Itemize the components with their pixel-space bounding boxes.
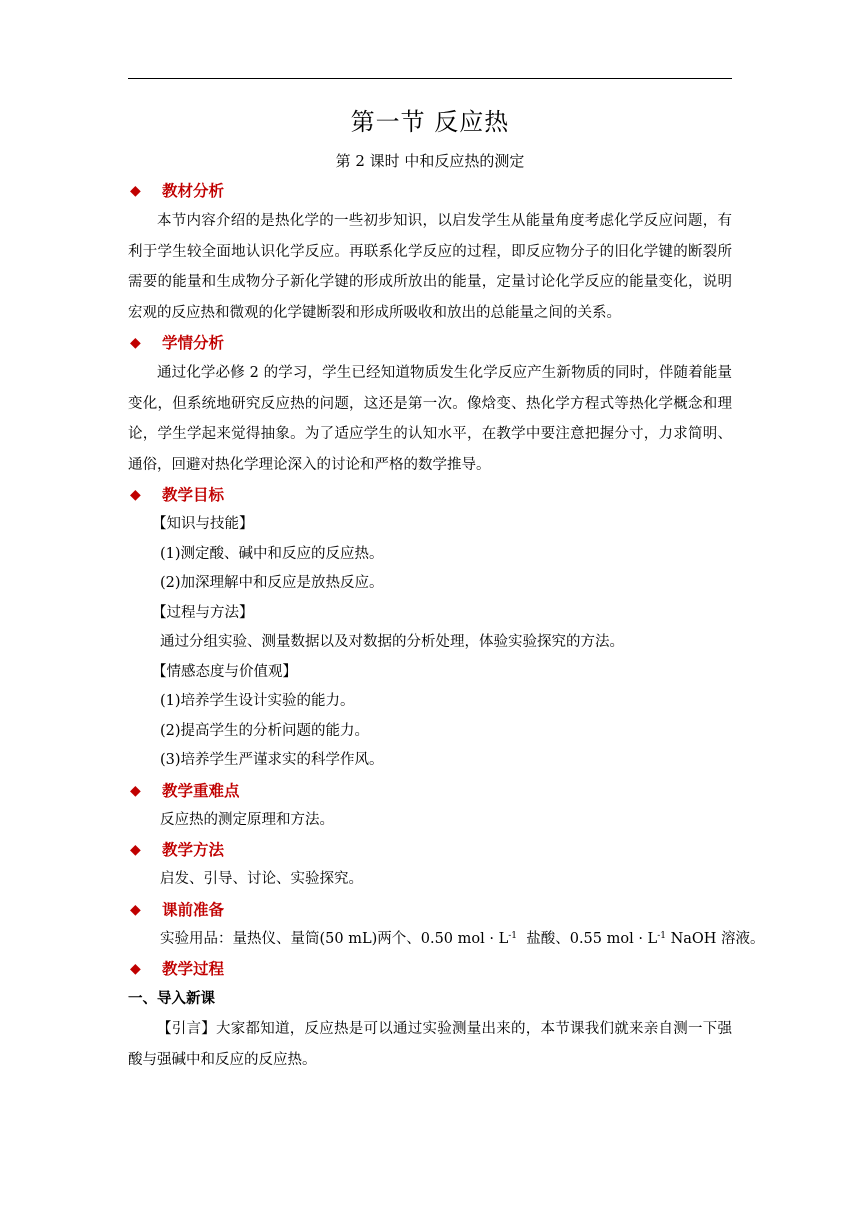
materials-text-a: 实验用品：量热仪、量筒(50 mL)两个、0.50 mol · L [160,930,509,947]
diamond-bullet-icon: ◆ [130,901,141,918]
diamond-bullet-icon: ◆ [130,782,141,799]
diamond-bullet-icon: ◆ [130,183,141,199]
knowledge-skills-label: 【知识与技能】 [152,516,254,532]
diamond-bullet-icon: ◆ [130,961,141,977]
section-heading-key-points [128,776,732,806]
section-heading-teaching-methods [128,835,732,865]
preparation-materials [128,925,765,955]
document-body [128,100,765,1075]
process-method-label: 【过程与方法】 [152,604,254,621]
diamond-bullet-icon: ◆ [130,487,141,503]
materials-text-b: 盐酸、0.55 mol · L [517,930,658,947]
teaching-methods-text: 启发、引导、讨论、实验探究。 [160,871,363,887]
textbook-analysis-paragraph: 本节内容介绍的是热化学的一些初步知识，以启发学生从能量角度考虑化学反应问题，有利于学生较全面地认识化学反应。再联系化学反应的过程，即反应物分子的旧化学键的断裂所需要的能量和生成物分子新化学键的形成所放出的能量，定量讨论化学反应的能量变化，说明宏观的反应热和微观的化学键断裂和形成所吸收和放出的总能量之间的关系。 [128,213,732,321]
introduction-paragraph: 【引言】大家都知道，反应热是可以通过实验测量出来的，本节课我们就来亲自测一下强酸与强碱中和反应的反应热。 [128,1021,732,1068]
header-rule [128,78,732,79]
section-heading-label: 教学方法 [162,841,225,859]
knowledge-goal-2: (2)加深理解中和反应是放热反应。 [160,575,384,591]
process-goal-1: 通过分组实验、测量数据以及对数据的分析处理，体验实验探究的方法。 [160,634,624,650]
attitude-goal-3: (3)培养学生严谨求实的科学作风。 [160,752,384,768]
section-heading-label: 课前准备 [162,900,225,919]
unit-exponent-b: -1 [657,930,666,941]
section-heading-label: 学情分析 [162,334,225,352]
sub-heading-introduction: 一、导入新课 [128,991,215,1007]
unit-exponent-a: -1 [508,930,517,941]
attitude-goal-1: (1)培养学生设计实验的能力。 [160,693,355,709]
section-heading-label: 教学过程 [162,960,225,978]
page-title: 第一节 反应热 [350,108,510,136]
section-heading-student-analysis [128,328,732,358]
section-heading-preparation [128,895,732,925]
page-subtitle: 第 2 课时 中和反应热的测定 [335,152,525,170]
materials-text-c: NaOH 溶液。 [665,930,765,947]
section-heading-teaching-goals [128,480,732,510]
attitude-goal-2: (2)提高学生的分析问题的能力。 [160,722,370,739]
key-points-text: 反应热的测定原理和方法。 [160,811,334,828]
diamond-bullet-icon: ◆ [130,335,141,351]
attitude-values-label: 【情感态度与价值观】 [152,663,297,680]
diamond-bullet-icon: ◆ [130,842,141,858]
section-heading-label: 教学目标 [162,486,225,504]
section-heading-textbook-analysis [128,176,732,206]
knowledge-goal-1: (1)测定酸、碱中和反应的反应热。 [160,545,384,562]
section-heading-label: 教学重难点 [162,781,240,800]
student-analysis-paragraph: 通过化学必修 2 的学习，学生已经知道物质发生化学反应产生新物质的同时，伴随着能量变化，但系统地研究反应热的问题，这还是第一次。像焓变、热化学方程式等热化学概念和理论，学生学起来觉得抽象。为了适应学生的认知水平，在教学中要注意把握分寸，力求简明、通俗，回避对热化学理论深入的讨论和严格的数学推导。 [128,365,732,473]
section-heading-label: 教材分析 [162,182,225,200]
section-heading-teaching-process [128,954,732,984]
